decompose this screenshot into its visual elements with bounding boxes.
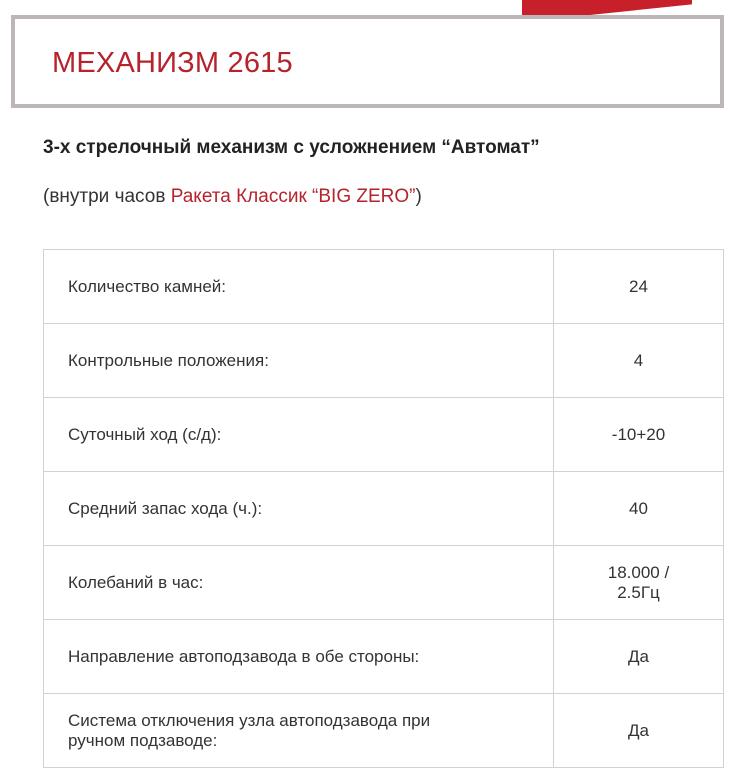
- inside-suffix: ): [415, 186, 422, 207]
- watch-model-link[interactable]: Ракета Классик “BIG ZERO”: [170, 186, 416, 207]
- spec-label: Средний запас хода (ч.):: [44, 472, 554, 546]
- table-row: [44, 694, 724, 768]
- inside-prefix: (внутри часов: [43, 186, 171, 207]
- spec-value: 40: [554, 472, 724, 546]
- spec-label: Количество камней:: [44, 250, 554, 324]
- spec-value: Да: [554, 694, 724, 768]
- spec-value-line: 2.5Гц: [617, 582, 660, 602]
- spec-value: 24: [554, 250, 724, 324]
- spec-label-line: Система отключения узла автоподзавода при: [68, 710, 431, 730]
- spec-label: Колебаний в час:: [44, 546, 554, 620]
- spec-label-line: ручном подзаводе:: [68, 730, 218, 750]
- table-row: [44, 546, 724, 620]
- spec-value: Да: [554, 620, 724, 694]
- spec-label: [44, 694, 554, 768]
- spec-value: 4: [554, 324, 724, 398]
- spec-value: -10+20: [554, 398, 724, 472]
- inside-watch-line: [43, 186, 422, 208]
- spec-label: Контрольные положения:: [44, 324, 554, 398]
- specs-table: [43, 249, 724, 768]
- table-row: [44, 324, 724, 398]
- table-row: [44, 250, 724, 324]
- title-frame: [11, 15, 724, 108]
- table-row: [44, 620, 724, 694]
- page-title: МЕХАНИЗМ 2615: [52, 47, 293, 79]
- spec-value-line: 18.000 /: [607, 562, 670, 582]
- spec-label: Суточный ход (с/д):: [44, 398, 554, 472]
- spec-label: Направление автоподзавода в обе стороны:: [44, 620, 554, 694]
- table-row: [44, 398, 724, 472]
- table-row: [44, 472, 724, 546]
- spec-value: [554, 546, 724, 620]
- movement-description: 3-х стрелочный механизм с усложнением “Автомат”: [43, 137, 540, 158]
